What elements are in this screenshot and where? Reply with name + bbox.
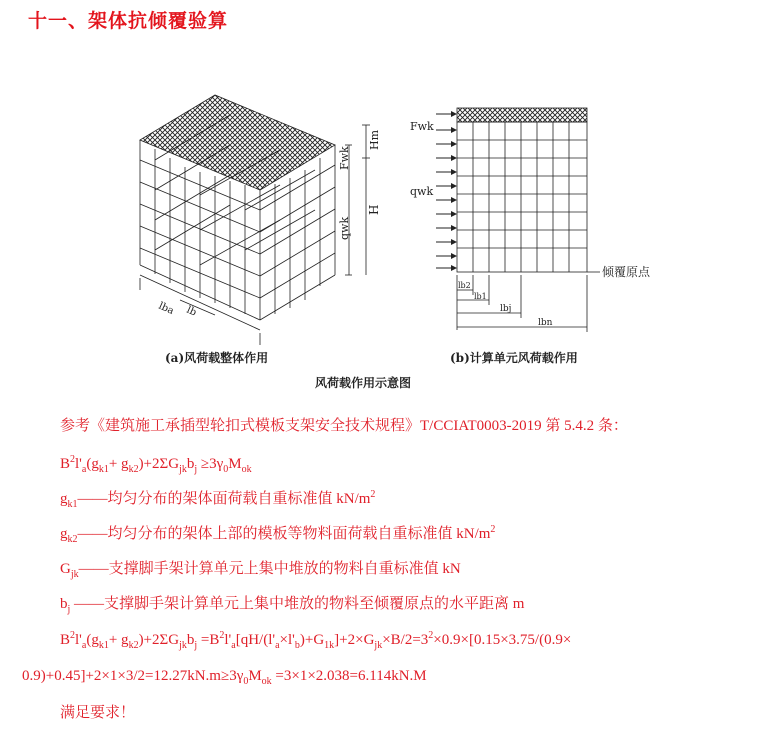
def-gk1: $g_{k1}——$均匀分布的架体面荷载自重标准值 $kN/m^2$ <box>60 489 376 510</box>
def-gjk: $G_{jk}——$支撑脚手架计算单元上集中堆放的物料自重标准值 kN <box>60 561 461 580</box>
formula-line: $B^2l'_a(g_{k1}+ g_{k2})+2\Sigma G_{jk}b_j \ge 3\gamma_0M_{ok}$ <box>60 454 252 475</box>
label-h: H <box>367 204 381 215</box>
label-fwk-b: Fwk <box>410 120 434 133</box>
label-lbn: lbn <box>538 318 553 328</box>
def-bj: $b_j$ ——支撑脚手架计算单元上集中堆放的物料至倾覆原点的水平距离 m <box>60 596 525 615</box>
label-fwk-a: Fwk <box>338 146 351 170</box>
label-lb1: lb1 <box>474 292 487 301</box>
caption-main: 风荷载作用示意图 <box>315 376 412 390</box>
caption-a: (a)风荷载整体作用 <box>165 351 269 365</box>
conclusion: 满足要求！ <box>60 705 136 721</box>
label-lba: lba <box>156 300 176 318</box>
label-lbj: lbj <box>500 304 512 314</box>
def-gk2: $g_{k2}——$均匀分布的架体上部的模板等物料面荷载自重标准值 $kN/m^2$ <box>60 524 496 545</box>
caption-b: (b)计算单元风荷载作用 <box>450 351 578 365</box>
label-lb2: lb2 <box>458 281 471 290</box>
label-qwk-b: qwk <box>410 185 434 198</box>
calc-line-2: $0.9)+0.45]+2\times 1\times 3/2=12.27kN.m\ge 3\gamma_0M_{ok} =3\times 1\times 2.038=6.114kN.M$ <box>22 668 427 687</box>
label-hm: Hm <box>368 129 381 150</box>
section-title: 十一、架体抗倾覆验算 <box>28 10 229 32</box>
label-qwk-a: qwk <box>338 216 351 240</box>
reference-line: 参考《建筑施工承插型轮扣式模板支架安全技术规程》T/CCIAT0003-2019 第 5.4.2 条： <box>60 418 628 434</box>
label-overturn-origin: 倾覆原点 <box>602 265 651 279</box>
unit-2d-drawing <box>436 108 600 332</box>
wind-load-figure <box>120 50 651 400</box>
calc-line-1: $B^2l'_a(g_{k1}+ g_{k2})+2\Sigma G_{jk}b_j =B^2l'_a[qH/(l'_a\times l'_b)+G_{1k}]+2\times G_{jk}\times B/2=3^2\times 0.9\times[0.15\times 3.75/(0.9\times$ <box>60 630 572 651</box>
label-lb: lb <box>184 304 199 319</box>
